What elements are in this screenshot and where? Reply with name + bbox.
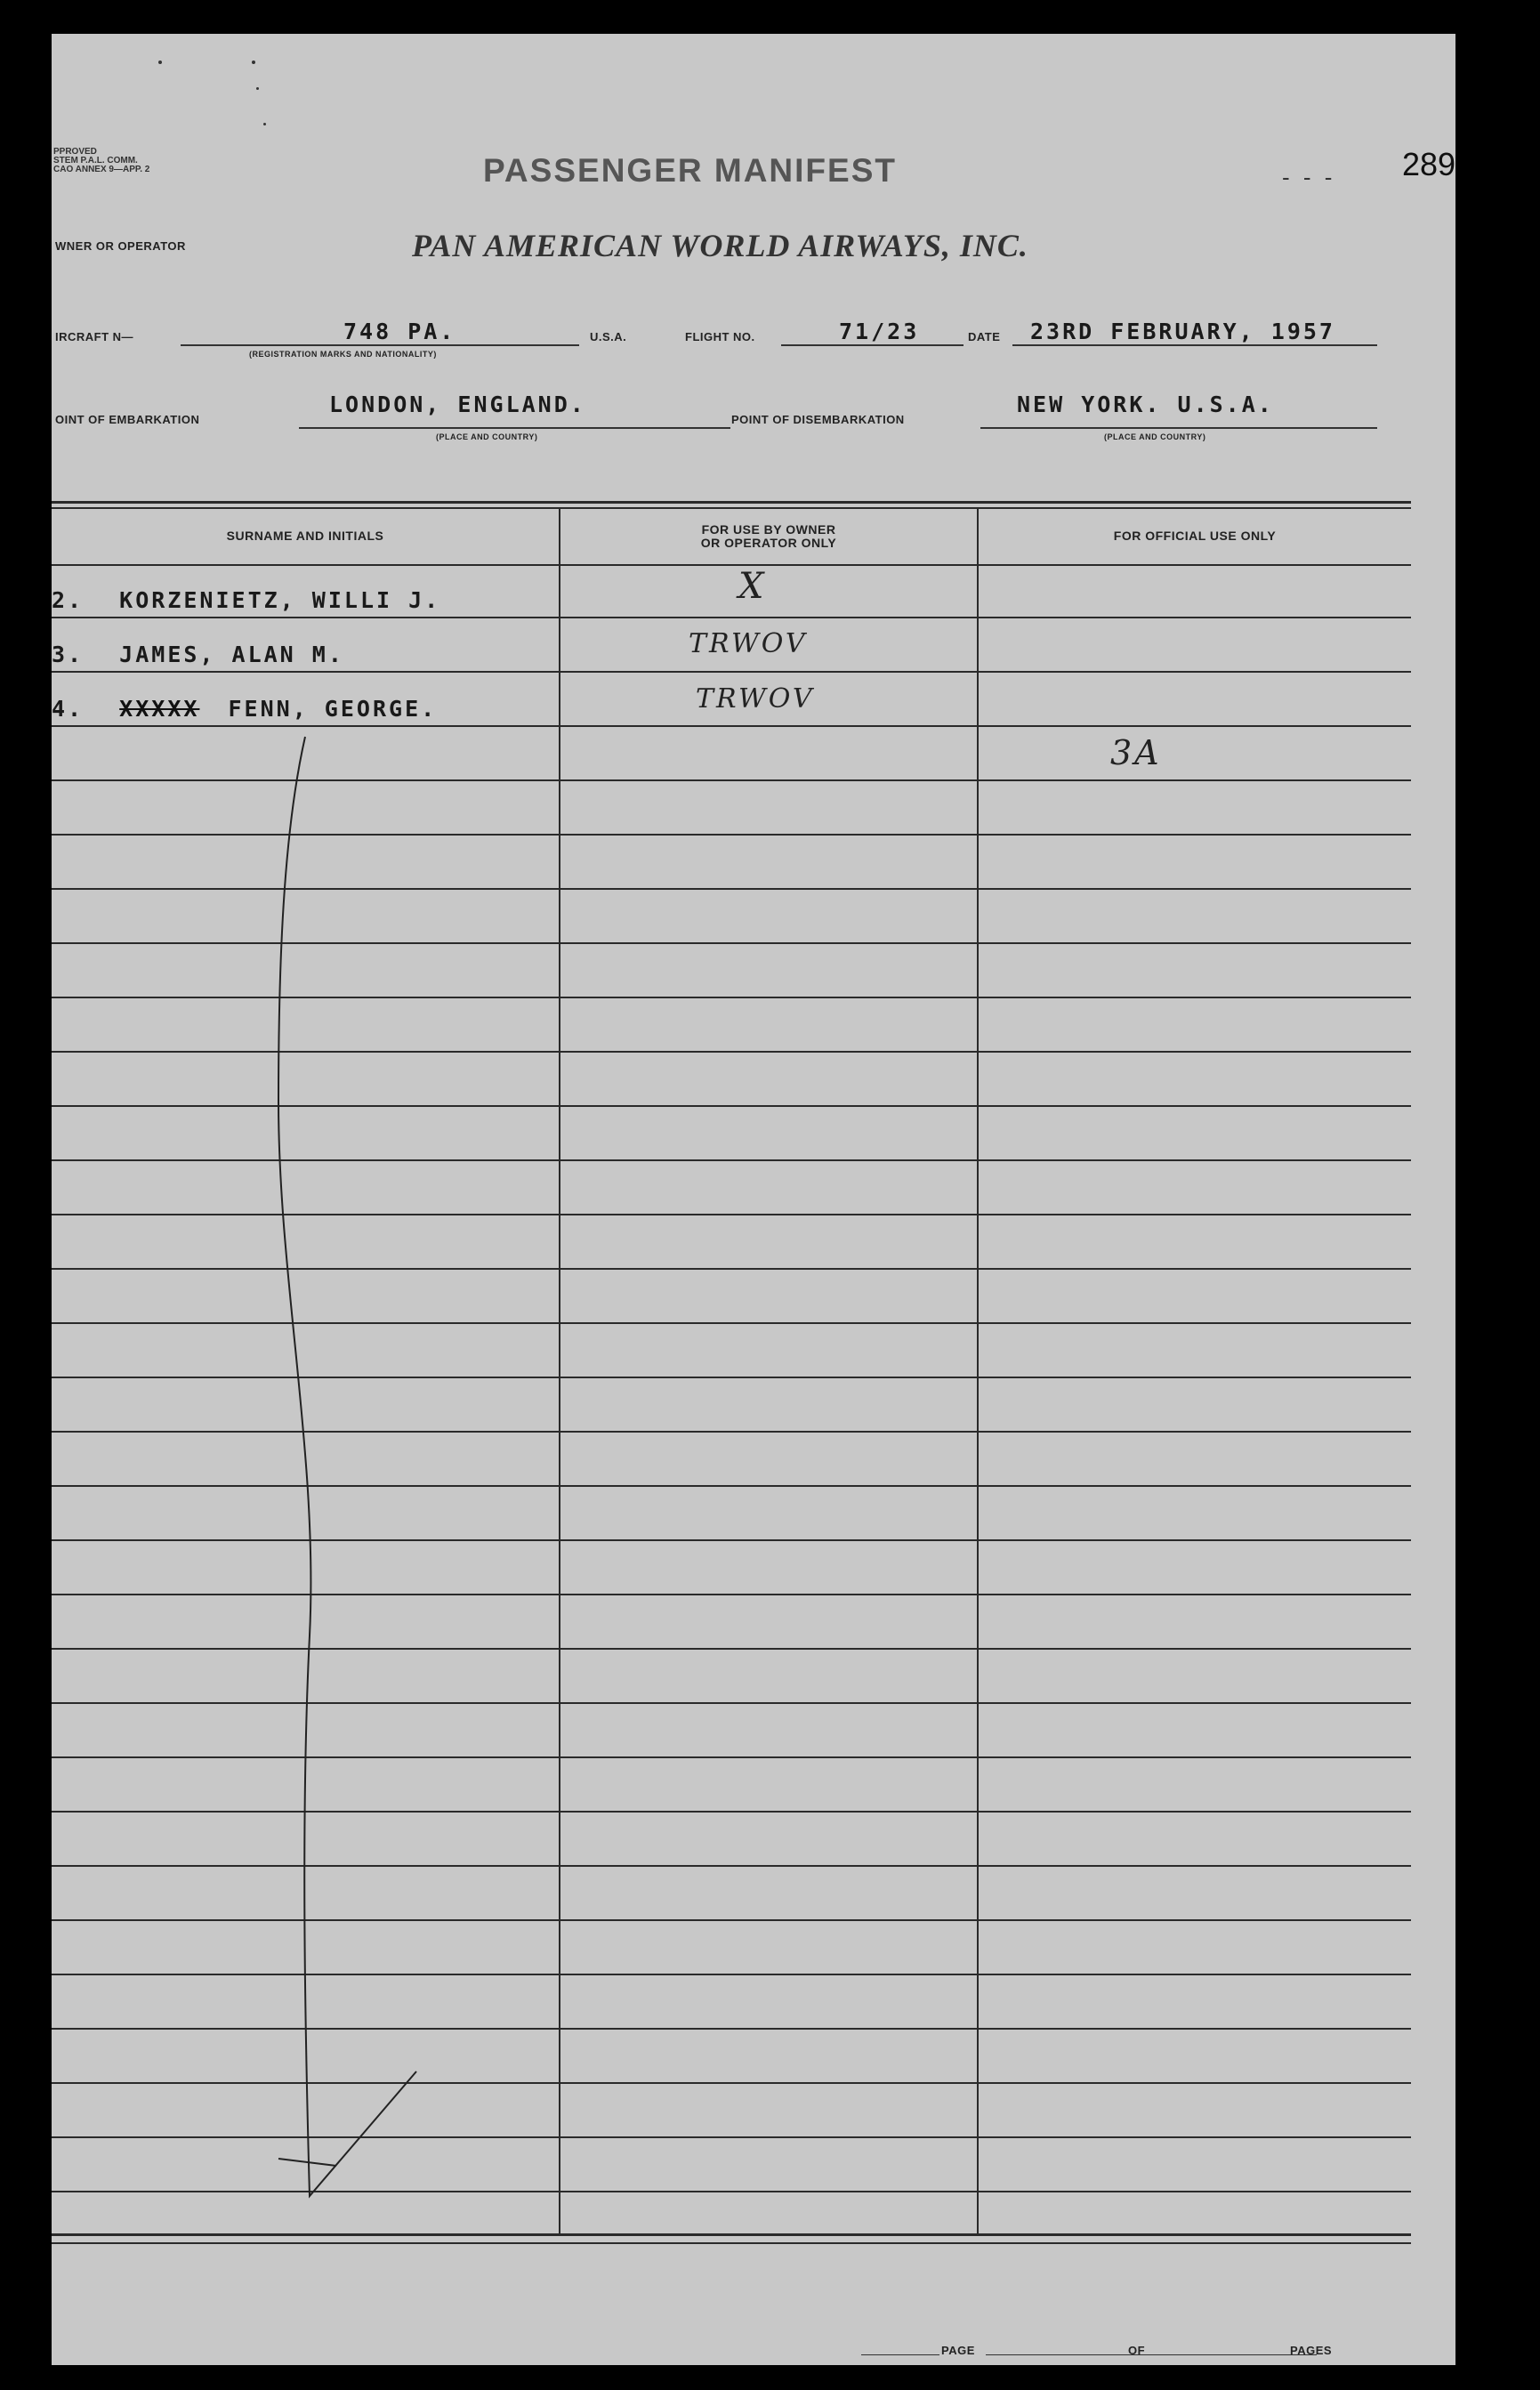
flight-label: FLIGHT NO.	[685, 330, 755, 343]
registration-caption: (REGISTRATION MARKS AND NATIONALITY)	[249, 350, 437, 359]
page-title: PASSENGER MANIFEST	[483, 152, 897, 189]
operator-header-line: OR OPERATOR ONLY	[700, 536, 837, 550]
footer-pages-label: PAGES	[1290, 2344, 1333, 2357]
column-header-surname: SURNAME AND INITIALS	[226, 529, 384, 543]
aircraft-value: 748 PA.	[343, 319, 456, 344]
approval-line: CAO ANNEX 9—APP. 2	[53, 165, 150, 174]
passenger-name: FENN, GEORGE.	[228, 696, 438, 722]
owner-value: PAN AMERICAN WORLD AIRWAYS, INC.	[412, 228, 1028, 263]
operator-mark: TRWOV	[689, 628, 808, 659]
operator-mark: TRWOV	[696, 683, 815, 715]
column-header-official: FOR OFFICIAL USE ONLY	[1113, 529, 1277, 543]
date-label: DATE	[968, 330, 1001, 343]
operator-mark: X	[738, 566, 767, 607]
row-number: 2.	[52, 587, 85, 613]
passenger-name: JAMES, ALAN M.	[119, 642, 344, 667]
operator-header-line: FOR USE BY OWNER	[701, 522, 836, 537]
date-value: 23RD FEBRUARY, 1957	[1030, 319, 1335, 344]
country-label: U.S.A.	[590, 330, 627, 343]
passenger-name: KORZENIETZ, WILLI J.	[119, 587, 441, 613]
footer-of-label: OF	[1128, 2344, 1146, 2357]
official-mark: 3A	[1110, 733, 1162, 772]
footer-page-label: PAGE	[941, 2344, 975, 2357]
manifest-sheet	[52, 34, 1455, 2365]
footer-underline	[986, 2354, 1174, 2355]
approval-line: PPROVED	[53, 147, 97, 157]
struck-text: XXXXX	[119, 696, 200, 722]
disembarkation-caption: (PLACE AND COUNTRY)	[1104, 432, 1206, 441]
owner-label: WNER OR OPERATOR	[55, 239, 186, 253]
flight-value: 71/23	[839, 319, 920, 344]
embarkation-caption: (PLACE AND COUNTRY)	[436, 432, 538, 441]
embarkation-label: OINT OF EMBARKATION	[55, 413, 200, 426]
embarkation-value: LONDON, ENGLAND.	[329, 392, 586, 417]
title-dashes: - - -	[1282, 164, 1336, 190]
handwritten-bracket	[52, 34, 1455, 2365]
footer-underline	[861, 2354, 939, 2355]
aircraft-label: IRCRAFT N—	[55, 330, 134, 343]
row-number: 4.	[52, 696, 85, 722]
approval-line: STEM P.A.L. COMM.	[53, 156, 138, 166]
disembarkation-label: POINT OF DISEMBARKATION	[731, 413, 905, 426]
page-number: 289	[1402, 146, 1456, 182]
row-number: 3.	[52, 642, 85, 667]
disembarkation-value: NEW YORK. U.S.A.	[1017, 392, 1274, 417]
